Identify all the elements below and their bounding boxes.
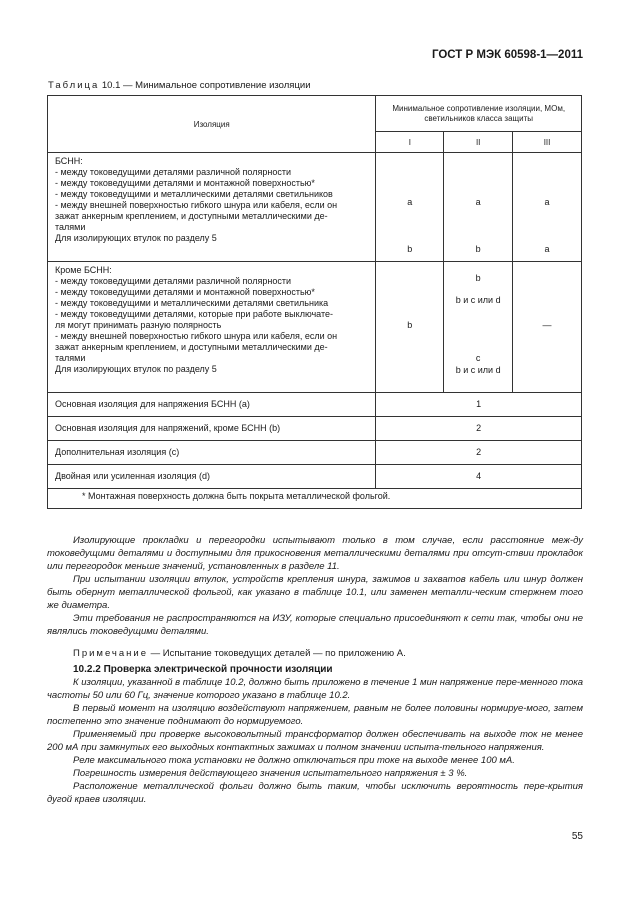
paragraph: Погрешность измерения действующего значения испытательного напряжения ± 3 %. — [73, 768, 468, 779]
column-header-class-2: II — [444, 132, 513, 153]
paragraph: При испытании изоляции втулок, устройств крепления шнура, зажимов и захватов кабель или шнур должен быть обернут металлической фольгой, как указано в таблице 10.1, или заменен металли-ческим стержнем того же диаметра. — [47, 574, 583, 611]
page-number: 55 — [571, 831, 583, 842]
row-non-sell-line: Для изолирующих втулок по разделу 5 — [55, 364, 217, 374]
row-sell-line: - между внешней поверхностью гибкого шнура или кабеля, если он — [55, 200, 338, 210]
section-heading: 10.2.2 Проверка электрической прочности изоляции — [73, 664, 333, 675]
row-value: 1 — [376, 393, 582, 417]
cell-value: a — [475, 197, 481, 207]
row-non-sell-line: - между токоведущими деталями различной полярности — [55, 276, 291, 286]
table-footnote: * Монтажная поверхность должна быть покрыта металлической фольгой. — [48, 489, 582, 509]
row-sell-class-1 — [376, 153, 444, 262]
cell-value: a — [544, 244, 550, 254]
column-header-class-1: I — [376, 132, 444, 153]
row-value: 2 — [376, 417, 582, 441]
table-row — [48, 417, 582, 441]
insulation-resistance-table — [47, 95, 582, 509]
paragraph: К изоляции, указанной в таблице 10.2, должно быть приложено в течение 1 мин напряжение пере-менного тока частоты 50 или 60 Гц, значение которого указано в таблице 10.2. — [47, 677, 583, 701]
row-non-sell-line: ля могут принимать разную полярность — [55, 320, 222, 330]
paragraph: Эти требования не распространяются на ИЗУ, которые специально присоединяют к сети так, чтобы они не являлись токоведущими деталями. — [47, 613, 583, 637]
row-sell-class-3 — [513, 153, 582, 262]
column-header-resistance: Минимальное сопротивление изоляции, МОм, светильников класса защиты — [376, 96, 582, 132]
column-header-class-3: III — [513, 132, 582, 153]
row-non-sell-class-2 — [444, 262, 513, 393]
note-block — [47, 647, 583, 660]
row-non-sell-description — [48, 262, 376, 393]
cell-value: b и с или d — [455, 365, 501, 375]
cell-value: b — [407, 244, 413, 254]
table-row — [48, 441, 582, 465]
cell-value: c — [475, 353, 481, 363]
cell-value: b и с или d — [455, 295, 501, 305]
row-value: 4 — [376, 465, 582, 489]
note-text: — Испытание токоведущих деталей — по приложению А. — [148, 648, 406, 659]
row-non-sell-line: - между внешней поверхностью гибкого шнура или кабеля, если он — [55, 331, 338, 341]
row-sell-line: Для изолирующих втулок по разделу 5 — [55, 233, 217, 243]
cell-value: — — [542, 320, 552, 330]
row-non-sell-line: талями — [55, 353, 86, 363]
row-non-sell-class-3 — [513, 262, 582, 393]
row-label: Основная изоляция для напряжений, кроме БСНН (b) — [48, 417, 376, 441]
row-non-sell-line: - между токоведущими деталями и монтажной поверхностью* — [55, 287, 315, 297]
row-value: 2 — [376, 441, 582, 465]
table-caption — [48, 80, 311, 91]
body-text-block-2 — [47, 663, 583, 806]
cell-value: b — [407, 320, 413, 330]
row-non-sell-line: - между токоведущими и металлическими деталями светильника — [55, 298, 329, 308]
row-non-sell-line: Кроме БСНН: — [55, 265, 112, 275]
row-sell-line: - между токоведущими и металлическими деталями светильников — [55, 189, 333, 199]
column-header-insulation: Изоляция — [48, 96, 376, 153]
table-row-sell — [48, 153, 582, 262]
row-sell-line: - между токоведущими деталями и монтажной поверхностью* — [55, 178, 315, 188]
note-label: Примечание — [73, 648, 148, 659]
row-sell-line: - между токоведущими деталями различной полярности — [55, 167, 291, 177]
row-label: Дополнительная изоляция (c) — [48, 441, 376, 465]
table-row — [48, 465, 582, 489]
row-sell-line: БСНН: — [55, 156, 83, 166]
cell-value: a — [407, 197, 413, 207]
row-label: Двойная или усиленная изоляция (d) — [48, 465, 376, 489]
row-sell-line: талями — [55, 222, 86, 232]
paragraph: Расположение металлической фольги должно быть таким, чтобы исключить вероятность пере-крытия дугой краев изоляции. — [47, 781, 583, 805]
row-non-sell-line: зажат анкерным креплением, и доступными металлическими де- — [55, 342, 328, 352]
standard-header: ГОСТ Р МЭК 60598-1—2011 — [431, 49, 583, 61]
body-text-block-1 — [47, 534, 583, 638]
row-label: Основная изоляция для напряжения БСНН (a) — [48, 393, 376, 417]
row-sell-class-2 — [444, 153, 513, 262]
row-sell-description — [48, 153, 376, 262]
cell-value: a — [544, 197, 550, 207]
cell-value: b — [475, 273, 481, 283]
table-caption-text: 10.1 — Минимальное сопротивление изоляции — [99, 80, 311, 91]
paragraph: Изолирующие прокладки и перегородки испытывают только в том случае, если расстояние меж-ду токоведущими деталями и доступными для прикосновения металлическими деталями при отсут-ствии прокладок или перегородок меньше значений, установленных в разделе 11. — [47, 535, 583, 572]
row-non-sell-class-1 — [376, 262, 444, 393]
table-row-non-sell — [48, 262, 582, 393]
row-sell-line: зажат анкерным креплением, и доступными металлическими де- — [55, 211, 328, 221]
paragraph: Реле максимального тока установки не должно отключаться при токе на выходе менее 100 мА. — [73, 755, 515, 766]
table-row — [48, 393, 582, 417]
note — [47, 647, 583, 660]
row-non-sell-line: - между токоведущими деталями, которые при работе выключате- — [55, 309, 334, 319]
paragraph: Применяемый при проверке высоковольтный трансформатор должен обеспечивать на выходе ток не менее 200 мА при замкнутых его выходных контактных зажимах и полном значении испыта-тельного напряжения. — [47, 729, 583, 753]
table-caption-label: Таблица — [48, 80, 100, 91]
cell-value: b — [475, 244, 481, 254]
paragraph: В первый момент на изоляцию воздействуют напряжением, равным не более половины нормируе-мого, затем постепенно это значение поднимают до нормируемого. — [47, 703, 583, 727]
